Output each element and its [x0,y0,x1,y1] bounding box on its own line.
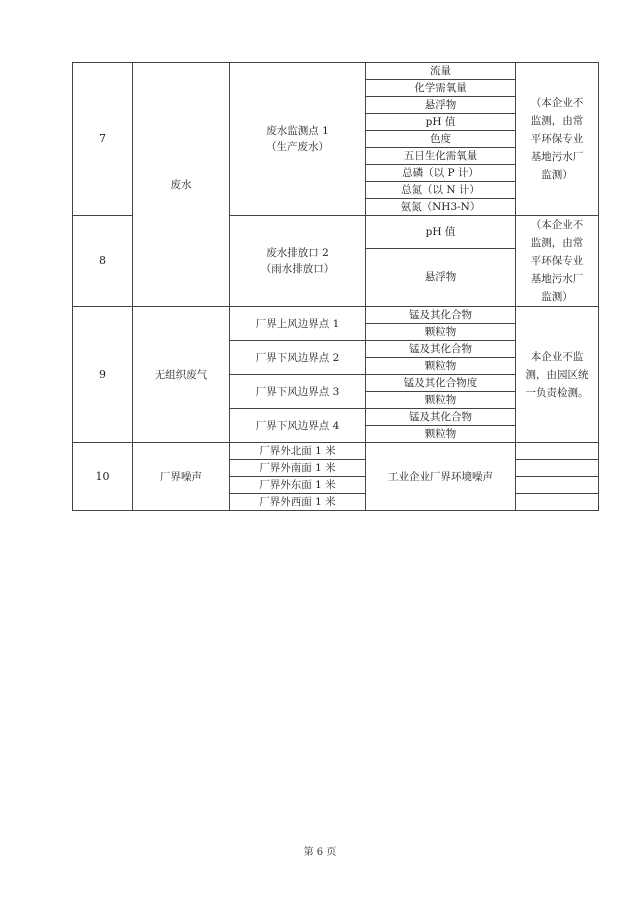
item-cell: 颗粒物 [366,358,516,375]
item-cell: 锰及其化合物 [366,409,516,426]
item-cell: 总氮（以 N 计） [366,182,516,199]
item-cell: 颗粒物 [366,426,516,443]
item-cell: 颗粒物 [366,324,516,341]
note-cell: （本企业不 监测，由常 平环保专业 基地污水厂 监测） [516,63,599,216]
monitoring-point-cell: 厂界下风边界点 4 [230,409,366,443]
item-cell: 化学需氧量 [366,80,516,97]
item-cell: 工业企业厂界环境噪声 [366,443,516,511]
item-cell: pH 值 [366,216,516,249]
monitoring-table [72,62,599,511]
note-cell-empty [516,443,599,460]
item-cell: 锰及其化合物 [366,341,516,358]
row-number: 10 [73,443,133,511]
item-cell: 锰及其化合物 [366,307,516,324]
note-cell-empty [516,477,599,494]
note-cell: （本企业不 监测，由常 平环保专业 基地污水厂 监测） [516,216,599,307]
category-cell: 无组织废气 [133,307,230,443]
item-cell: 锰及其化合物度 [366,375,516,392]
category-cell: 废水 [133,63,230,307]
item-cell: 颗粒物 [366,392,516,409]
monitoring-point-cell: 废水监测点 1 （生产废水） [230,63,366,216]
item-cell: 流量 [366,63,516,80]
monitoring-point-cell: 厂界外南面 1 米 [230,460,366,477]
item-cell: 色度 [366,131,516,148]
monitoring-point-cell: 厂界下风边界点 3 [230,375,366,409]
note-cell-empty [516,460,599,477]
item-cell: 总磷（以 P 计） [366,165,516,182]
note-cell-empty [516,494,599,511]
row-number: 7 [73,63,133,216]
note-cell: 本企业不监 测，由园区统 一负责检测。 [516,307,599,443]
item-cell: 氨氮（NH3-N） [366,199,516,216]
monitoring-point-cell: 厂界外西面 1 米 [230,494,366,511]
item-cell: 五日生化需氧量 [366,148,516,165]
page-number: 第 6 页 [303,847,337,858]
item-cell: 悬浮物 [366,97,516,114]
monitoring-point-cell: 厂界上风边界点 1 [230,307,366,341]
monitoring-point-cell: 废水排放口 2 （雨水排放口） [230,216,366,307]
row-number: 8 [73,216,133,307]
monitoring-table-container [72,62,598,511]
monitoring-point-cell: 厂界外北面 1 米 [230,443,366,460]
monitoring-point-cell: 厂界外东面 1 米 [230,477,366,494]
row-number: 9 [73,307,133,443]
item-cell: pH 值 [366,114,516,131]
monitoring-point-cell: 厂界下风边界点 2 [230,341,366,375]
category-cell: 厂界噪声 [133,443,230,511]
item-cell: 悬浮物 [366,248,516,306]
